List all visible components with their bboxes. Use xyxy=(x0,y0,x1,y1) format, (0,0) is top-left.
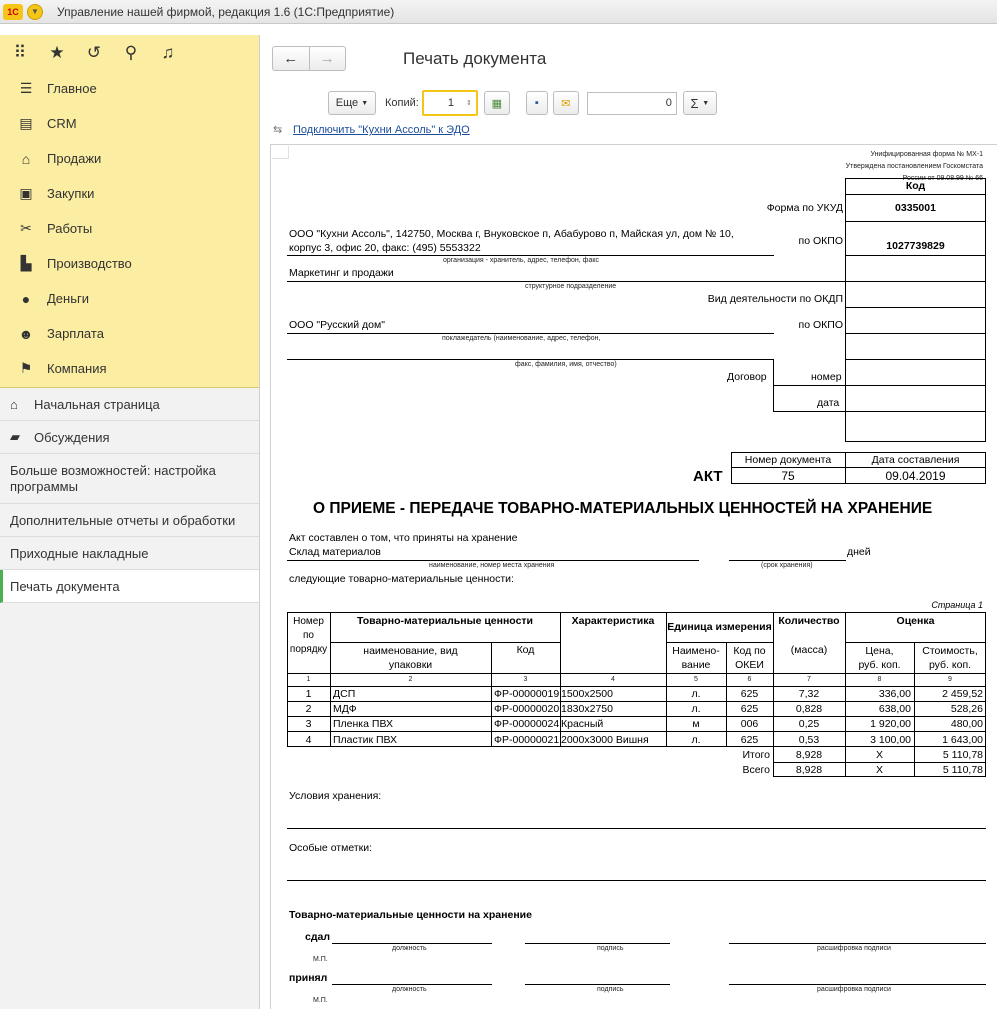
section-label: Продажи xyxy=(47,151,102,166)
table-edit-icon: ▦ xyxy=(491,97,503,110)
envelope-icon: ✉ xyxy=(561,97,571,110)
following-text: следующие товарно-материальные ценности: xyxy=(289,573,514,585)
print-toolbar xyxy=(328,91,717,115)
code-header: Код xyxy=(845,178,986,195)
cell-qty: 0,53 xyxy=(798,733,820,746)
position-caption: должность xyxy=(392,945,427,952)
chevron-down-icon: ▼ xyxy=(361,99,369,107)
section-label: Закупки xyxy=(47,186,95,201)
cell-qty: 0,25 xyxy=(798,717,820,730)
doc-date: 09.04.2019 xyxy=(885,469,946,483)
form-info-line: России от 09.08.99 № 66 xyxy=(902,175,983,182)
page-number: Страница 1 xyxy=(931,600,983,610)
okpo-label: по ОКПО xyxy=(798,235,843,247)
tools-icon: ✂ xyxy=(20,220,32,236)
document-title: О ПРИЕМЕ - ПЕРЕДАЧЕ ТОВАРНО-МАТЕРИАЛЬНЫХ ЦЕННОСТЕЙ НА ХРАНЕНИЕ xyxy=(313,500,933,517)
copies-input[interactable] xyxy=(422,90,478,116)
cell-qty: 7,32 xyxy=(798,687,820,700)
section-crm[interactable] xyxy=(0,106,259,141)
depositor-caption: поклажедатель (наименование, адрес, телефон, xyxy=(442,335,601,342)
form-info-line: Утверждена постановлением Госкомстата xyxy=(845,163,983,170)
section-label: CRM xyxy=(47,116,77,131)
special-notes: Особые отметки: xyxy=(289,842,373,854)
nav-label: Приходные накладные xyxy=(10,545,149,561)
org-line: корпус 3, офис 20, факс: (495) 5553322 xyxy=(289,242,481,254)
section-money[interactable] xyxy=(0,281,259,316)
th-name: наименование, вид упаковки xyxy=(363,644,458,671)
cell-n: 2 xyxy=(305,702,312,715)
document-sheet xyxy=(270,144,997,1009)
sidebar xyxy=(0,35,260,1009)
save-button[interactable] xyxy=(526,91,548,115)
okdp-label: Вид деятельности по ОКДП xyxy=(707,293,843,305)
bell-icon[interactable]: ♫ xyxy=(161,43,175,62)
section-company[interactable] xyxy=(0,351,259,386)
nav-print-document[interactable] xyxy=(0,570,259,603)
fax-caption: факс, фамилия, имя, отчество) xyxy=(515,361,617,368)
col-number: 3 xyxy=(523,675,528,683)
nav-label: Начальная страница xyxy=(34,396,160,412)
total-price: Х xyxy=(875,748,883,761)
grand-total-label: Всего xyxy=(742,763,770,776)
section-works[interactable] xyxy=(0,211,259,246)
cell-code: ФР-00000020 xyxy=(494,702,560,715)
cell-n: 4 xyxy=(305,733,312,746)
days-label: дней xyxy=(847,546,871,558)
section-production[interactable] xyxy=(0,246,259,281)
total-qty: 8,928 xyxy=(795,748,823,761)
cell-unit: л. xyxy=(691,687,701,700)
table-settings-button[interactable] xyxy=(484,91,510,115)
cell-n: 3 xyxy=(305,717,312,730)
grand-total-price: Х xyxy=(875,763,883,776)
org-line: ООО "Кухни Ассоль", 142750, Москва г, Внуковское п, Абабурово п, Майская ул, дом № 10, xyxy=(289,228,734,240)
cell-char: 1830х2750 xyxy=(561,702,613,715)
floppy-icon: ▪ xyxy=(534,97,539,109)
cell-unit: м xyxy=(692,717,700,730)
depositor: ООО "Русский дом" xyxy=(289,319,385,331)
grand-total-qty: 8,928 xyxy=(795,763,823,776)
more-label: Еще xyxy=(335,97,359,109)
window-title: Управление нашей фирмой, редакция 1.6 (1С:Предприятие) xyxy=(57,4,395,19)
more-button[interactable] xyxy=(328,91,376,115)
people-icon: ☻ xyxy=(18,325,34,342)
signature-caption: подпись xyxy=(597,986,624,993)
section-label: Деньги xyxy=(47,291,89,306)
decode-caption: расшифровка подписи xyxy=(817,986,891,993)
nav-home[interactable] xyxy=(0,388,259,421)
stamp-label: М.П. xyxy=(313,956,328,963)
th-qty: Количество xyxy=(778,615,840,627)
department-caption: структурное подразделение xyxy=(525,283,617,290)
cell-code: ФР-00000021 xyxy=(494,733,560,746)
cell-unit: л. xyxy=(691,702,701,715)
contract-label: Договор xyxy=(727,371,767,383)
corner-cell xyxy=(272,146,289,159)
th-unit: Единица измерения xyxy=(667,621,772,633)
flag-icon: ⚑ xyxy=(19,360,33,376)
crm-icon: ▤ xyxy=(19,115,33,131)
purchases-icon: ▣ xyxy=(19,185,33,201)
took-label: принял xyxy=(289,972,328,984)
cell-price: 3 100,00 xyxy=(870,733,911,746)
nav-discussions[interactable] xyxy=(0,421,259,454)
main-menu-icon[interactable]: ▼ xyxy=(27,4,43,20)
tmc-storage-heading: Товарно-материальные ценности на хранение xyxy=(289,909,532,921)
cell-okei: 006 xyxy=(740,717,759,730)
cell-qty: 0,828 xyxy=(795,702,823,715)
money-icon: ● xyxy=(21,290,31,307)
sum-field[interactable]: 0 xyxy=(587,92,677,115)
cell-name: Пластик ПВХ xyxy=(333,733,398,746)
cell-price: 1 920,00 xyxy=(870,717,911,730)
col-number: 9 xyxy=(948,675,952,683)
cell-unit: л. xyxy=(691,733,701,746)
section-purchases[interactable] xyxy=(0,176,259,211)
th-num: Номер по порядку xyxy=(289,616,328,655)
th-price: Цена, руб. коп. xyxy=(858,644,901,671)
section-label: Производство xyxy=(47,256,132,271)
stamp-label: М.П. xyxy=(313,997,328,1004)
form-info-line: Унифицированная форма № МХ-1 xyxy=(870,151,983,158)
send-email-button[interactable] xyxy=(553,91,579,115)
th-eval: Оценка xyxy=(896,615,935,627)
term-caption: (срок хранения) xyxy=(761,562,813,569)
storage-place: Склад материалов xyxy=(289,546,381,558)
cell-cost: 1 643,00 xyxy=(942,733,983,746)
doc-date-header: Дата составления xyxy=(871,454,960,466)
col-number: 6 xyxy=(747,675,752,683)
cell-char: Красный xyxy=(561,717,604,730)
cell-code: ФР-00000024 xyxy=(494,717,560,730)
edo-icon: ⇆ xyxy=(273,124,283,136)
contract-date-label: дата xyxy=(817,397,840,409)
okpo2-label: по ОКПО xyxy=(798,319,843,331)
section-main[interactable] xyxy=(0,71,259,106)
department: Маркетинг и продажи xyxy=(289,267,394,279)
decode-caption: расшифровка подписи xyxy=(817,945,891,952)
sections-panel xyxy=(0,35,259,388)
history-icon[interactable]: ↺ xyxy=(86,43,102,62)
menu-lines-icon: ☰ xyxy=(19,80,33,96)
sum-button[interactable] xyxy=(683,91,717,115)
section-label: Зарплата xyxy=(47,326,104,341)
home-icon: ⌂ xyxy=(10,396,18,412)
position-caption: должность xyxy=(392,986,427,993)
th-unit-name: Наимено-вание xyxy=(672,644,720,671)
org-name xyxy=(289,227,734,255)
factory-icon: ▙ xyxy=(20,255,32,271)
star-icon[interactable]: ★ xyxy=(49,43,65,62)
form-okud-code: 0335001 xyxy=(895,202,936,214)
cell-price: 638,00 xyxy=(878,702,911,715)
chat-icon: ▰ xyxy=(10,429,20,444)
cell-price: 336,00 xyxy=(878,687,911,700)
storage-caption: наименование, номер места хранения xyxy=(429,562,555,569)
okpo-code: 1027739829 xyxy=(886,240,945,252)
total-label: Итого xyxy=(742,748,770,761)
storage-conditions: Условия хранения: xyxy=(289,790,382,802)
copies-label: Копий: xyxy=(385,97,419,109)
section-sales[interactable] xyxy=(0,141,259,176)
th-code: Код xyxy=(516,644,535,656)
nav-more-features[interactable] xyxy=(0,454,259,504)
cell-cost: 528,26 xyxy=(950,702,983,715)
section-salary[interactable] xyxy=(0,316,259,351)
history-nav xyxy=(272,46,346,71)
sidebar-toolbar xyxy=(0,35,259,71)
col-number: 1 xyxy=(306,675,311,683)
grid-icon[interactable]: ⠿ xyxy=(13,43,27,62)
th-mass: (масса) xyxy=(790,644,828,656)
doc-number-header: Номер документа xyxy=(744,454,832,466)
nav-label: Обсуждения xyxy=(34,429,110,445)
app-logo-icon[interactable]: 1С xyxy=(3,4,23,20)
nav-receipts[interactable] xyxy=(0,537,259,570)
act-label: АКТ xyxy=(693,468,723,485)
total-cost: 5 110,78 xyxy=(942,748,983,761)
back-arrow-icon[interactable]: ← xyxy=(273,47,310,70)
th-okei: Код по ОКЕИ xyxy=(733,644,766,671)
signature-caption: подпись xyxy=(597,945,624,952)
nav-label: Больше возможностей: настройка программы xyxy=(10,462,216,494)
nav-extra-reports[interactable] xyxy=(0,504,259,537)
th-cost: Стоимость, руб. коп. xyxy=(922,644,978,671)
col-number: 4 xyxy=(611,675,615,683)
gave-label: сдал xyxy=(305,931,331,943)
copies-value: 1 xyxy=(447,97,454,109)
cell-okei: 625 xyxy=(740,733,759,746)
th-tmc: Товарно-материальные ценности xyxy=(356,615,534,627)
nav-label: Печать документа xyxy=(10,578,120,594)
col-number: 5 xyxy=(694,675,698,683)
title-bar xyxy=(0,0,997,24)
org-caption: организация - хранитель, адрес, телефон, факс xyxy=(443,257,599,264)
cell-name: Пленка ПВХ xyxy=(333,717,393,730)
page-title: Печать документа xyxy=(403,49,547,68)
form-okud-label: Форма по УКУД xyxy=(766,202,843,214)
chevron-down-icon: ▼ xyxy=(702,99,710,107)
cell-name: МДФ xyxy=(333,702,357,715)
cell-n: 1 xyxy=(305,687,312,700)
cell-cost: 480,00 xyxy=(950,717,983,730)
edo-connect-link[interactable]: Подключить "Кухни Ассоль" к ЭДО xyxy=(293,124,470,136)
cell-char: 1500х2500 xyxy=(561,687,613,700)
sigma-icon: Σ xyxy=(690,95,699,111)
act-text: Акт составлен о том, что приняты на хранение xyxy=(289,532,518,544)
section-label: Главное xyxy=(47,81,97,96)
search-icon[interactable]: ⚲ xyxy=(124,43,138,62)
grand-total-cost: 5 110,78 xyxy=(942,763,983,776)
cell-okei: 625 xyxy=(740,687,759,700)
section-label: Работы xyxy=(47,221,93,236)
spinner-icon[interactable]: ⇕ xyxy=(465,100,472,107)
nav-label: Дополнительные отчеты и обработки xyxy=(10,512,236,528)
sales-icon: ⌂ xyxy=(21,150,31,167)
cell-name: ДСП xyxy=(333,687,356,700)
doc-number: 75 xyxy=(781,469,795,483)
cell-char: 2000х3000 Вишня xyxy=(561,733,649,746)
section-label: Компания xyxy=(47,361,107,376)
col-number: 8 xyxy=(877,675,882,683)
forward-arrow-icon[interactable]: → xyxy=(319,50,335,67)
cell-okei: 625 xyxy=(740,702,759,715)
cell-code: ФР-00000019 xyxy=(494,687,560,700)
th-char: Характеристика xyxy=(571,615,655,627)
col-number: 2 xyxy=(408,675,413,683)
col-number: 7 xyxy=(807,675,811,683)
contract-number-label: номер xyxy=(811,371,842,383)
cell-cost: 2 459,52 xyxy=(942,687,983,700)
